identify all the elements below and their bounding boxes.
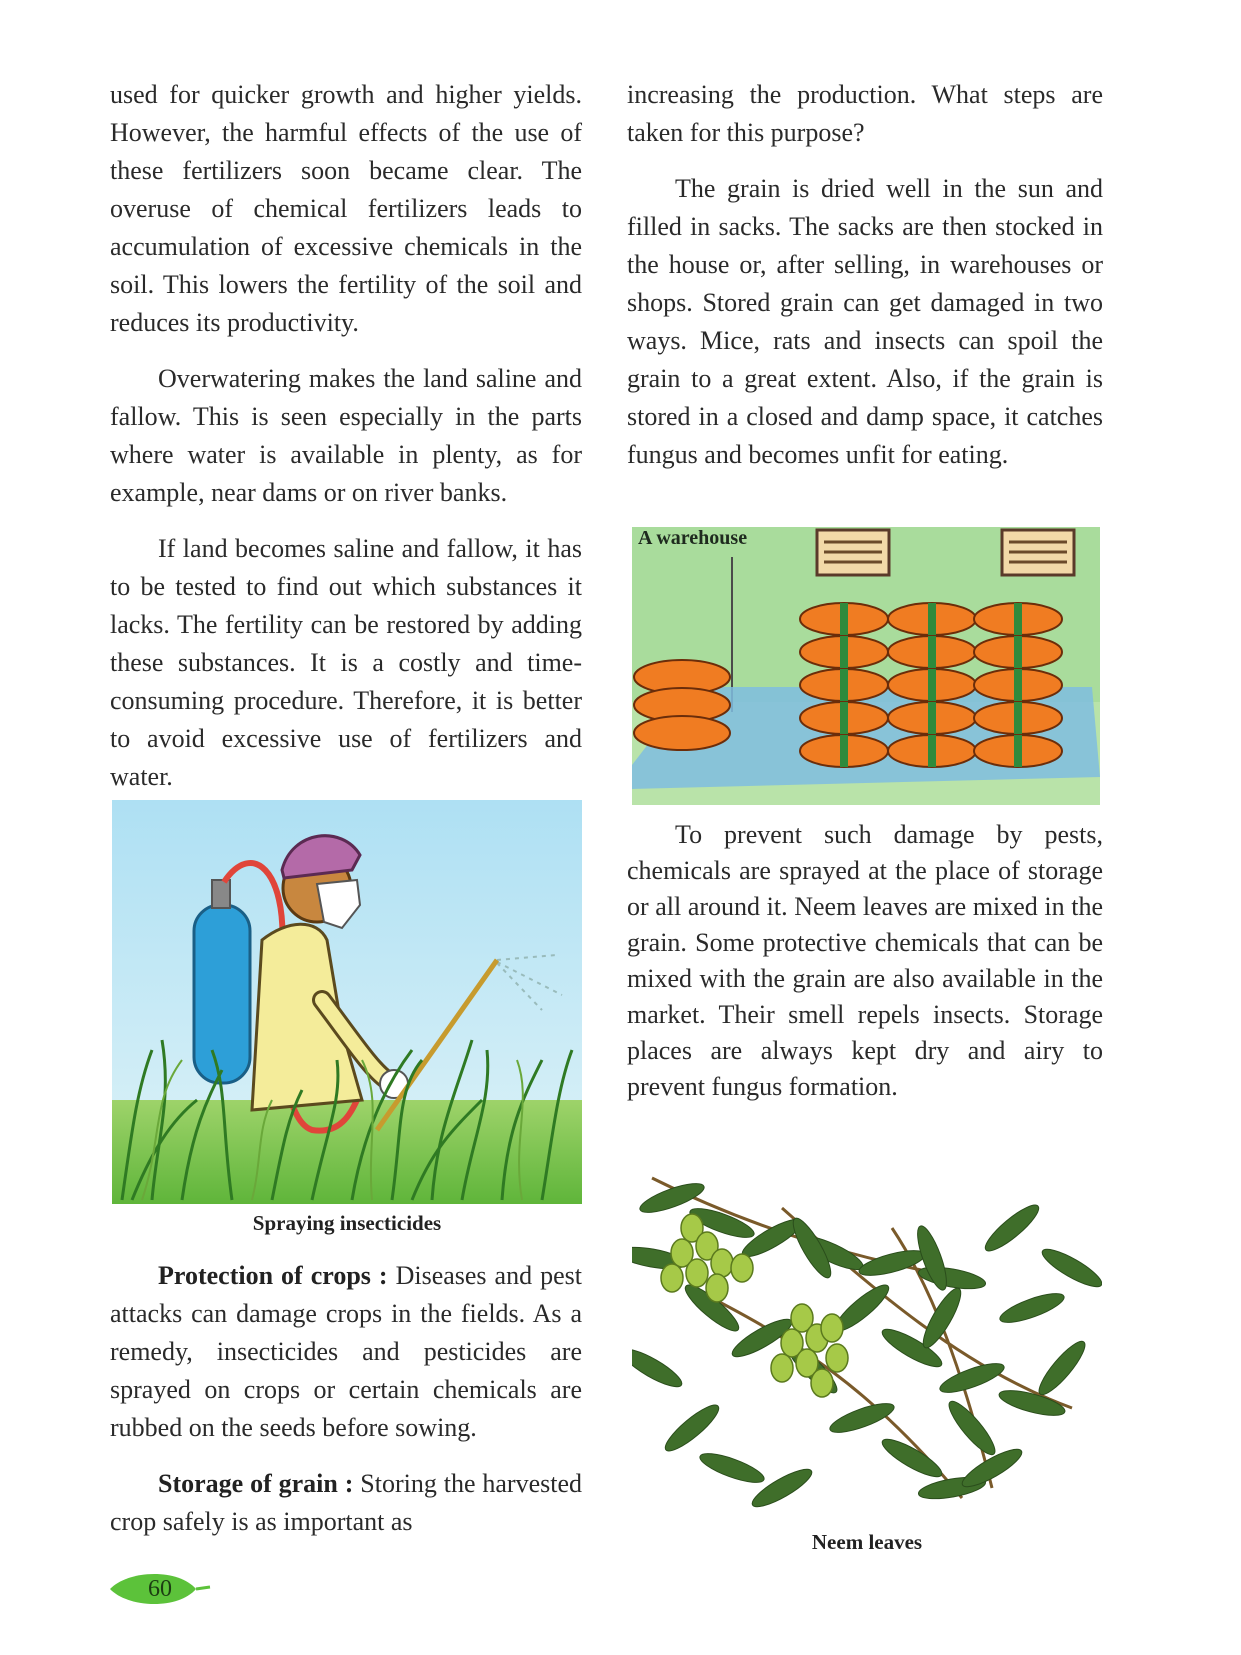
sack-stacks — [800, 603, 1062, 767]
paragraph-increasing-production: increasing the production. What steps are taken for this purpose? — [627, 80, 1103, 147]
sack-stripe — [840, 603, 848, 635]
neem-leaf — [1038, 1243, 1102, 1293]
neem-leaf — [1033, 1336, 1090, 1400]
warehouse-illustration — [632, 527, 1100, 805]
sack-stripe — [840, 669, 848, 701]
right-column — [627, 76, 1103, 492]
neem-fruit — [811, 1369, 833, 1397]
neem-fruit — [771, 1354, 793, 1382]
sack-stripe — [1014, 735, 1022, 767]
sack-stripe — [928, 702, 936, 734]
paragraph-fertilizers: used for quicker growth and higher yields. However, the harmful effects of the use of these fertilizers soon became clear. The overuse of chemical fertilizers leads to accumulation of excessive chemicals in the soil. This lowers the fertility of the soil and reduces its productivity. — [110, 80, 582, 337]
neem-leaf — [943, 1396, 1000, 1460]
sack-stripe — [840, 636, 848, 668]
term-storage-of-grain: Storage of grain : — [158, 1469, 354, 1498]
paragraph-overwatering: Overwatering makes the land saline and fallow. This is seen especially in the parts where water is available in plenty, as for example, near dams or on river banks. — [110, 364, 582, 507]
neem-fruit — [661, 1264, 683, 1292]
warehouse-label: A warehouse — [638, 527, 748, 549]
paragraph-storage-of-grain — [110, 1465, 582, 1541]
paragraph-grain-drying: The grain is dried well in the sun and filled in sacks. The sacks are then stocked in the house or, after selling, in warehouses or shops. Stored grain can get damaged in two ways. Mice, rats and insects can spoil the grain to a great extent. Also, if the grain is stored in a closed and damp space, it catches fungus and becomes unfit for eating. — [627, 174, 1103, 469]
spraying-insecticides-illustration — [112, 800, 582, 1204]
neem-fruit — [706, 1274, 728, 1302]
sack-stripe — [928, 636, 936, 668]
neem-branch — [632, 1178, 1102, 1510]
neem-leaf — [632, 1343, 686, 1393]
paragraph-prevent-damage: To prevent such damage by pests, chemicals are sprayed at the place of storage or all around it. Neem leaves are mixed in the grain. Some protective chemicals that can be mixed with the grain are also available in the market. Their smell repels insects. Storage places are always kept dry and airy to prevent fungus formation. — [627, 820, 1103, 1101]
paragraph-saline-land: If land becomes saline and fallow, it has to be tested to find out which substances it lacks. The fertility can be restored by adding these substances. It is a costly and time-consuming procedure. Therefore, it is better to avoid excessive use of fertilizers and water. — [110, 534, 582, 791]
storage-text: Storing the harvested crop safely is as important as — [110, 1469, 582, 1536]
sack-stripe — [840, 735, 848, 767]
neem-leaf — [660, 1399, 724, 1456]
neem-leaves-illustration — [632, 1168, 1102, 1510]
sack-stripe — [1014, 702, 1022, 734]
sack-stripe — [928, 603, 936, 635]
left-column-lower — [110, 1257, 582, 1559]
sack-stripe — [1014, 636, 1022, 668]
neem-leaf — [748, 1463, 816, 1510]
sack-stripe — [1014, 603, 1022, 635]
term-protection-of-crops: Protection of crops : — [158, 1261, 388, 1290]
neem-fruit — [821, 1314, 843, 1342]
sack-stripe — [928, 669, 936, 701]
neem-fruit — [731, 1254, 753, 1282]
neem-leaf — [697, 1448, 767, 1488]
neem-leaf — [980, 1199, 1044, 1256]
paragraph-protection-of-crops — [110, 1257, 582, 1447]
sack-stripe — [840, 702, 848, 734]
sack-stripe — [928, 735, 936, 767]
neem-fruit — [711, 1249, 733, 1277]
page-number: 60 — [148, 1576, 172, 1602]
figure-caption-neem: Neem leaves — [811, 1530, 923, 1554]
sack-stripe — [1014, 669, 1022, 701]
neem-leaf — [937, 1358, 1007, 1398]
neem-leaf — [997, 1288, 1067, 1328]
left-column — [110, 76, 582, 814]
neem-fruit — [686, 1259, 708, 1287]
neem-leaf — [857, 1246, 927, 1281]
neem-leaf — [917, 1284, 967, 1352]
protection-text: Diseases and pest attacks can damage crops in the fields. As a remedy, insecticides and pesticides are sprayed on crops or certain chemicals are rubbed on the seeds before sowing. — [110, 1261, 582, 1442]
neem-fruit — [826, 1344, 848, 1372]
figure-caption-spraying: Spraying insecticides — [252, 1211, 442, 1235]
right-column-middle — [627, 817, 1103, 1123]
